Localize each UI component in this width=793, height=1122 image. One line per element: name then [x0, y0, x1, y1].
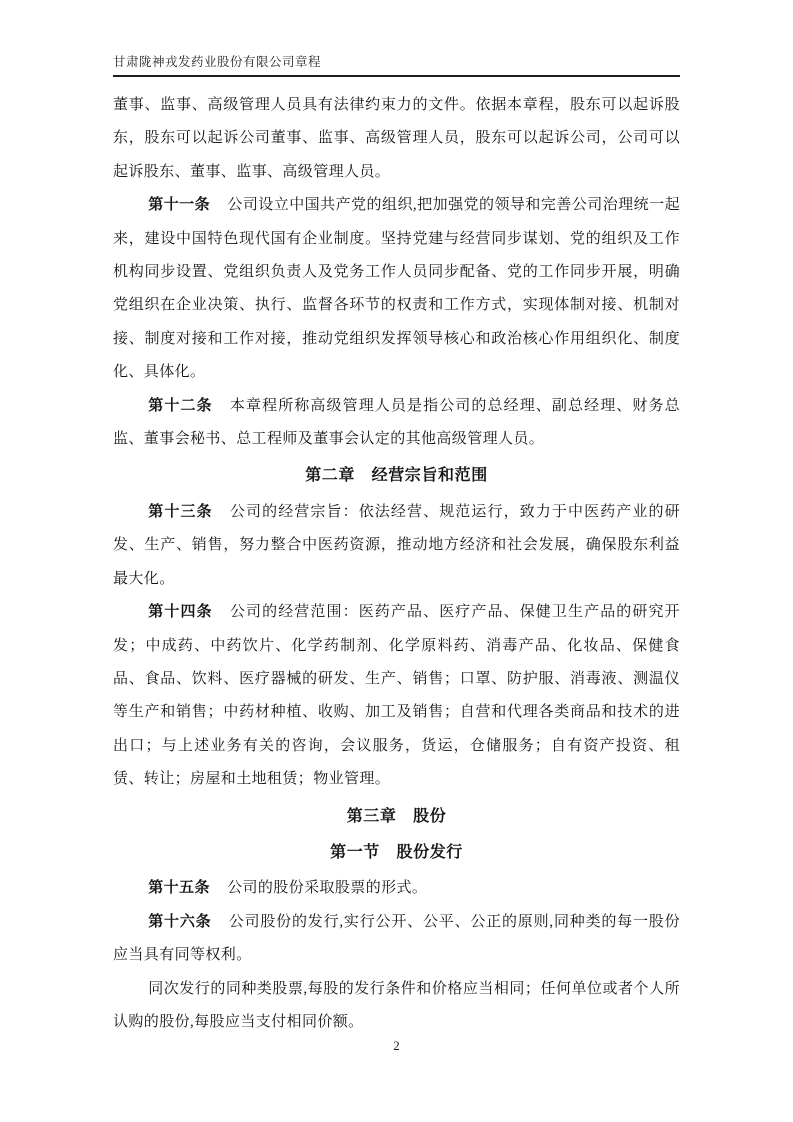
article-number-label: 第十四条	[148, 604, 213, 621]
body-paragraph: 董事、监事、高级管理人员具有法律约束力的文件。依据本章程，股东可以起诉股东，股东可以起诉公司董事、监事、高级管理人员，股东可以起诉公司，公司可以起诉股东、董事、监事、高级管理人员。	[113, 97, 680, 180]
article-number-label: 第十一条	[148, 197, 211, 214]
article-paragraph	[113, 596, 680, 796]
chapter-heading: 第二章 经营宗旨和范围	[305, 467, 488, 485]
article-paragraph	[113, 906, 680, 973]
article-text: 公司股份的发行,实行公开、公平、公正的原则,同种类的每一股份应当具有同等权利。	[113, 913, 680, 964]
section-heading: 第一节 股份发行	[330, 843, 463, 861]
article-paragraph	[113, 496, 680, 596]
article-text: 公司的股份采取股票的形式。	[227, 880, 428, 897]
article-text: 公司的经营范围：医药产品、医疗产品、保健卫生产品的研究开发；中成药、中药饮片、化学药制剂、化学原料药、消毒产品、化妆品、保健食品、食品、饮料、医疗器械的研发、生产、销售；口罩、防护服、消毒液、测温仪等生产和销售；中药材种植、收购、加工及销售；自营和代理各类商品和技术的进出口；与上述业务有关的咨询，会议服务，货运，仓储服务；自有资产投资、租赁、转让；房屋和土地租赁；物业管理。	[113, 604, 680, 788]
header-title: 甘肃陇神戎发药业股份有限公司章程	[113, 55, 322, 69]
article-number-label: 第十二条	[148, 397, 213, 414]
article-paragraph	[113, 390, 680, 457]
article-text: 公司设立中国共产党的组织,把加强党的领导和完善公司治理统一起来，建设中国特色现代国有企业制度。坚持党建与经营同步谋划、党的组织及工作机构同步设置、党组织负责人及党务工作人员同步配备、党的工作同步开展，明确党组织在企业决策、执行、监督各环节的权责和工作方式，实现体制对接、机制对接、制度对接和工作对接，推动党组织发挥领导核心和政治核心作用组织化、制度化、具体化。	[113, 197, 680, 381]
running-header	[113, 55, 680, 77]
article-text: 公司的经营宗旨：依法经营、规范运行，致力于中医药产业的研发、生产、销售，努力整合中医药资源，推动地方经济和社会发展，确保股东利益最大化。	[113, 503, 680, 587]
page-footer	[0, 1038, 793, 1054]
page-number: 2	[393, 1038, 400, 1053]
article-number-label: 第十五条	[148, 880, 210, 897]
article-paragraph	[113, 189, 680, 389]
article-number-label: 第十六条	[148, 913, 212, 930]
document-body	[113, 89, 680, 1039]
body-paragraph: 同次发行的同种类股票,每股的发行条件和价格应当相同；任何单位或者个人所认购的股份,每股应当支付相同价额。	[113, 980, 680, 1030]
chapter-heading: 第三章 股份	[346, 807, 447, 825]
article-number-label: 第十三条	[148, 503, 213, 520]
article-text: 本章程所称高级管理人员是指公司的总经理、副总经理、财务总监、董事会秘书、总工程师及董事会认定的其他高级管理人员。	[113, 397, 680, 448]
article-paragraph	[113, 872, 680, 905]
